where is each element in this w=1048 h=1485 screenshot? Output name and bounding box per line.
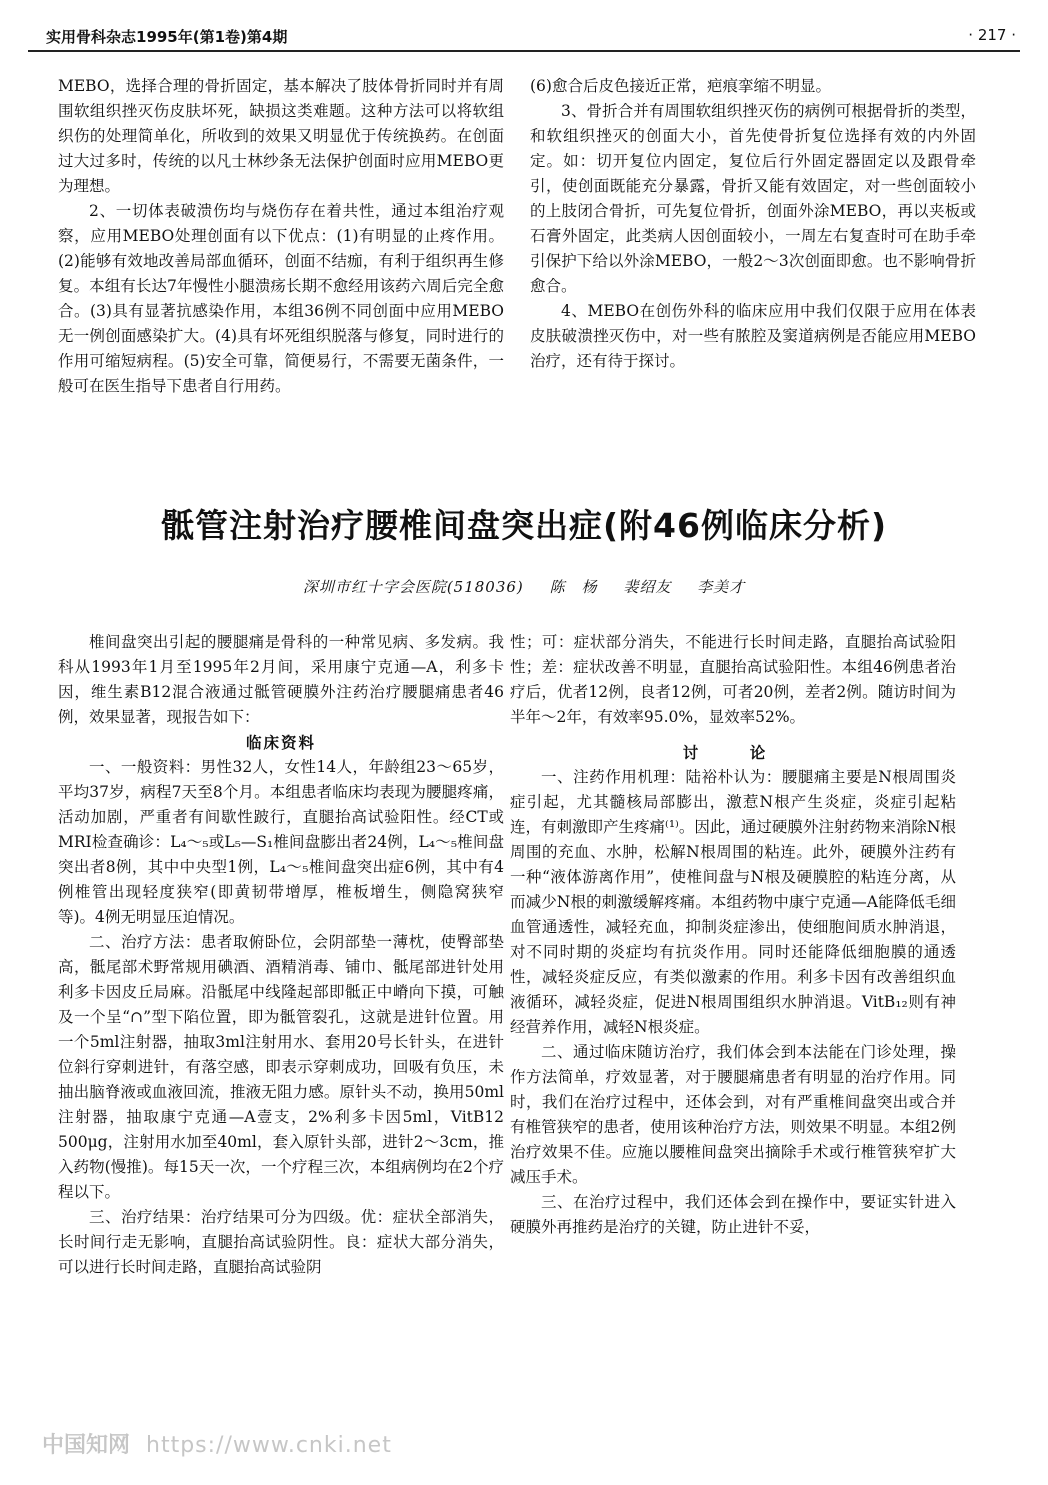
paragraph: 三、治疗结果：治疗结果可分为四级。优：症状全部消失，长时间行走无影响，直腿抬高试验阴性。良：症状大部分消失，可以进行长时间走路，直腿抬高试验阴 — [58, 1208, 504, 1276]
paragraph: (6)愈合后皮色接近正常，疤痕挛缩不明显。 — [530, 77, 831, 95]
paragraph: 4、MEBO在创伤外科的临床应用中我们仅限于应用在体表皮肤破溃挫灭伤中，对一些有脓腔及窦道病例是否能应用MEBO治疗，还有待于探讨。 — [530, 302, 976, 370]
paragraph: MEBO，选择合理的骨折固定，基本解决了肢体骨折同时并有周围软组织挫灭伤皮肤坏死，缺损这类难题。这种方法可以将软组织伤的处理简单化，所收到的效果又明显优于传统换药。在创面过大过多时，传统的以凡士林纱条无法保护创面时应用MEBO更为理想。 — [58, 77, 504, 195]
article-right-column — [510, 630, 956, 1390]
paragraph: 二、治疗方法：患者取俯卧位，会阴部垫一薄枕，使臀部垫高，骶尾部术野常规用碘酒、酒精消毒、铺巾、骶尾部进针处用利多卡因皮丘局麻。沿骶尾中线隆起部即骶正中嵴向下摸，可触及一个呈“∩”型下陷位置，即为骶管裂孔，这就是进针位置。用一个5ml注射器，抽取3ml注射用水、套用20号长针头，在进针位斜行穿刺进针，有落空感，即表示穿刺成功，回吸有负压，未抽出脑脊液或血液回流，推液无阻力感。原针头不动，换用50ml注射器，抽取康宁克通—A壹支，2%利多卡因5ml，VitB12 500μg，注射用水加至40ml，套入原针头部，进针2～3cm，推入药物(慢推)。每15天一次，一个疗程三次，本组病例均在2个疗程以下。 — [58, 933, 504, 1201]
section-heading: 讨 论 — [682, 743, 784, 762]
paragraph: 一、一般资料：男性32人，女性14人，年龄组23～65岁，平均37岁，病程7天至8个月。本组患者临床均表现为腰腿疼痛，活动加剧，严重者有间歇性跛行，直腿抬高试验阳性。经CT或MRI检查确诊：L₄～₅或L₅—S₁椎间盘膨出者24例，L₄～₅椎间盘突出者8例，其中中央型1例，L₄～₅椎间盘突出症6例，其中有4例椎管出现轻度狭窄(即黄韧带增厚，椎板增生，侧隐窝狭窄等)。4例无明显压迫情况。 — [58, 758, 504, 926]
journal-name: 实用骨科杂志1995年(第1卷)第4期 — [46, 28, 288, 46]
previous-article-right-column — [530, 74, 976, 454]
paragraph: 2、一切体表破溃伤均与烧伤存在着共性，通过本组治疗观察，应用MEBO处理创面有以下优点：(1)有明显的止疼作用。(2)能够有效地改善局部血循环，创面不结痂，有利于组织再生修复。本组有长达7年慢性小腿溃疡长期不愈经用该药六周后完全愈合。(3)具有显著抗感染作用，本组36例不同创面中应用MEBO无一例创面感染扩大。(4)具有坏死组织脱落与修复，同时进行的作用可缩短病程。(5)安全可靠，简便易行，不需要无菌条件，一般可在医生指导下患者自行用药。 — [58, 202, 504, 395]
author-name: 裴绍友 — [623, 578, 672, 596]
affiliation: 深圳市红十字会医院(518036) — [302, 578, 524, 596]
cnki-watermark — [42, 1428, 392, 1459]
paragraph: 一、注药作用机理：陆裕朴认为：腰腿痛主要是N根周围炎症引起，尤其髓核局部膨出，激惹N根产生炎症，炎症引起粘连，有刺激即产生疼痛⁽¹⁾。因此，通过硬膜外注射药物来消除N根周围的充血、水肿，松解N根周围的粘连。此外，硬膜外注药有一种“液体游离作用”，使椎间盘与N根及硬膜腔的粘连分离，从而减少N根的刺激缓解疼痛。本组药物中康宁克通—A能降低毛细血管通透性，减轻充血，抑制炎症渗出，使细胞间质水肿消退，对不同时期的炎症均有抗炎作用。同时还能降低细胞膜的通透性，减轻炎症反应，有类似激素的作用。利多卡因有改善组织血液循环，减轻炎症，促进N根周围组织水肿消退。VitB₁₂则有神经营养作用，减轻N根炎症。 — [510, 768, 956, 1036]
article-title: 骶管注射治疗腰椎间盘突出症(附46例临床分析) — [160, 506, 888, 545]
paragraph: 二、通过临床随访治疗，我们体会到本法能在门诊处理，操作方法简单，疗效显著，对于腰腿痛患者有明显的治疗作用。同时，我们在治疗过程中，还体会到，对有严重椎间盘突出或合并有椎管狭窄的患者，使用该种治疗方法，则效果不明显。本组2例治疗效果不佳。应施以腰椎间盘突出摘除手术或行椎管狭窄扩大减压手术。 — [510, 1043, 956, 1186]
section-heading: 临床资料 — [245, 733, 316, 752]
article-byline — [0, 576, 1048, 597]
watermark-url: https://www.cnki.net — [146, 1433, 392, 1458]
article-left-column — [58, 630, 504, 1390]
paragraph: 性；可：症状部分消失，不能进行长时间走路，直腿抬高试验阳性；差：症状改善不明显，直腿抬高试验阳性。本组46例患者治疗后，优者12例，良者12例，可者20例，差者2例。随访时间为半年～2年，有效率95.0%，显效率52%。 — [510, 633, 956, 726]
paragraph: 三、在治疗过程中，我们还体会到在操作中，要证实针进入硬膜外再推药是治疗的关键，防止进针不妥， — [510, 1193, 956, 1236]
author-name: 陈 杨 — [549, 578, 598, 596]
watermark-brand: 中国知网 — [42, 1433, 131, 1458]
page-number: · 217 · — [968, 26, 1016, 44]
running-header — [28, 24, 1020, 52]
author-name: 李美才 — [697, 578, 746, 596]
paragraph: 3、骨折合并有周围软组织挫灭伤的病例可根据骨折的类型，和软组织挫灭的创面大小，首先使骨折复位选择有效的内外固定。如：切开复位内固定，复位后行外固定器固定以及跟骨牵引，使创面既能充分暴露，骨折又能有效固定，对一些创面较小的上肢闭合骨折，可先复位骨折，创面外涂MEBO，再以夹板或石膏外固定，此类病人因创面较小，一周左右复查时可在助手牵引保护下给以外涂MEBO，一般2～3次创面即愈。也不影响骨折愈合。 — [530, 102, 976, 295]
article-introduction: 椎间盘突出引起的腰腿痛是骨科的一种常见病、多发病。我科从1993年1月至1995年2月间，采用康宁克通—A，利多卡因，维生素B12混合液通过骶管硬膜外注药治疗腰腿痛患者46例，效果显著，现报告如下： — [58, 633, 504, 726]
previous-article-left-column — [58, 74, 504, 454]
